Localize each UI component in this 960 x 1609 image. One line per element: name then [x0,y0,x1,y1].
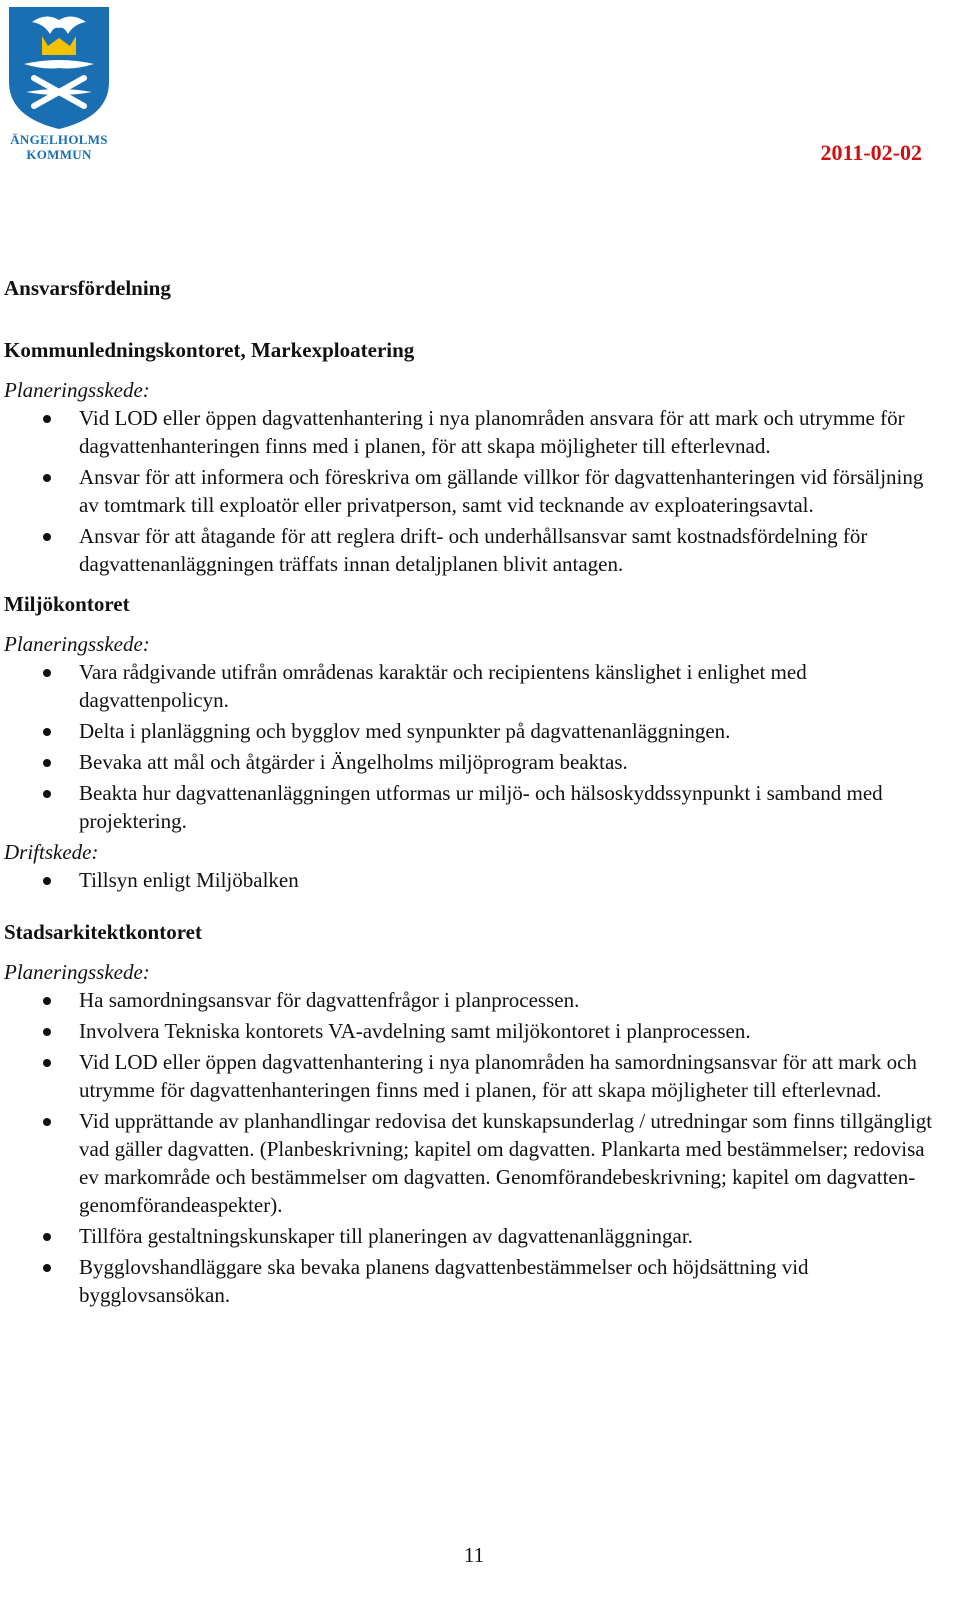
stage-label: Planeringsskede: [4,632,150,656]
bullet-list [4,404,944,578]
bullet-list [4,658,944,835]
list-item: Beakta hur dagvattenanläggningen utformas ur miljö- och hälsoskyddssynpunkt i samband med projektering. [4,779,944,835]
bullet-list [4,986,944,1309]
list-item: Ansvar för att informera och föreskriva om gällande villkor för dagvattenhanteringen vid försäljning av tomtmark till exploatör eller privatperson, samt vid tecknande av exploateringsavtal. [4,463,944,519]
stage-label: Driftskede: [4,840,99,864]
list-item: Bygglovshandläggare ska bevaka planens dagvattenbestämmelser och höjdsättning vid bygglovsansökan. [4,1253,944,1309]
page-number: 11 [463,1543,485,1567]
list-item: Ansvar för att åtagande för att reglera drift- och underhållsansvar samt kostnadsfördelning för dagvattenanläggningen träffats innan detaljplanen blivit antagen. [4,522,944,578]
list-item: Ha samordningsansvar för dagvattenfrågor i planprocessen. [4,986,944,1014]
list-item: Vid LOD eller öppen dagvattenhantering i nya planområden ansvara för att mark och utrymme för dagvattenhanteringen finns med i planen, för att skapa möjligheter till efterlevnad. [4,404,944,460]
list-item: Tillföra gestaltningskunskaper till planeringen av dagvattenanläggningar. [4,1222,944,1250]
coat-of-arms-icon [4,2,114,132]
list-item: Vid upprättande av planhandlingar redovisa det kunskapsunderlag / utredningar som finns tillgängligt vad gäller dagvatten. (Planbeskrivning; kapitel om dagvatten. Plankarta med bestämmelser; redovisa ev markområde och bestämmelser om dagvatten. Genomförandebeskrivning; kapitel om dagvatten-genomförandeaspekter). [4,1107,944,1219]
document-body [4,274,944,1312]
list-item: Delta i planläggning och bygglov med synpunkter på dagvattenanläggningen. [4,717,944,745]
bullet-list [4,866,944,894]
section-heading: Stadsarkitektkontoret [4,920,202,944]
list-item: Vid LOD eller öppen dagvattenhantering i nya planområden ha samordningsansvar för att mark och utrymme för dagvattenhanteringen finns med i planen, för att skapa möjligheter till efterlevnad. [4,1048,944,1104]
stage-label: Planeringsskede: [4,378,150,402]
stage-label: Planeringsskede: [4,960,150,984]
section-heading: Kommunledningskontoret, Markexploatering [4,338,415,362]
document-title: Ansvarsfördelning [4,276,171,300]
municipality-logo [4,2,114,162]
list-item: Tillsyn enligt Miljöbalken [4,866,944,894]
section-heading: Miljökontoret [4,592,130,616]
logo-text-line-1: ÄNGELHOLMS [10,132,108,147]
list-item: Vara rådgivande utifrån områdenas karaktär och recipientens känslighet i enlighet med dagvattenpolicyn. [4,658,944,714]
logo-text-line-2: KOMMUN [26,147,92,162]
document-date: 2011-02-02 [820,140,922,165]
list-item: Involvera Tekniska kontorets VA-avdelning samt miljökontoret i planprocessen. [4,1017,944,1045]
list-item: Bevaka att mål och åtgärder i Ängelholms miljöprogram beaktas. [4,748,944,776]
